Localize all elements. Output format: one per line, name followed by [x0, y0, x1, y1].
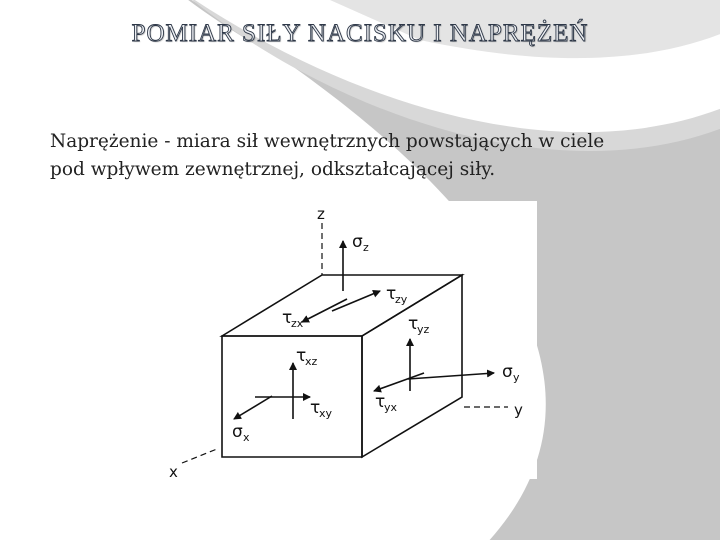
tau-xz-subscript: xz — [305, 355, 318, 368]
sigma-symbol: σ — [352, 232, 363, 252]
tau-symbol: τ — [310, 398, 321, 418]
sigma-y-subscript: y — [513, 371, 520, 384]
slide-title: POMIAR SIŁY NACISKU I NAPRĘŻEŃ — [131, 20, 589, 47]
sigma-x-arrow — [234, 396, 272, 419]
label-tau-yx — [375, 392, 398, 414]
label-tau-zy — [386, 284, 408, 306]
tau-symbol: τ — [375, 392, 386, 412]
y-axis-label: y — [514, 401, 523, 419]
tau-zy-subscript: zy — [395, 293, 408, 306]
tau-yz-subscript: yz — [417, 323, 430, 336]
sigma-symbol: σ — [232, 422, 243, 442]
tau-yx-arrow — [374, 373, 424, 391]
z-axis-label: z — [317, 205, 325, 223]
x-axis — [182, 449, 217, 463]
stress-cube-svg — [162, 201, 537, 479]
definition-line-1: Naprężenie - miara sił wewnętrznych powstających w ciele — [50, 131, 605, 152]
label-tau-zx — [282, 308, 304, 330]
tau-symbol: τ — [408, 314, 419, 334]
definition-text — [50, 128, 690, 184]
stress-cube-diagram — [162, 201, 537, 479]
tau-yx-subscript: yx — [384, 401, 398, 414]
label-sigma-y — [502, 362, 520, 384]
tau-xy-subscript: xy — [319, 407, 333, 420]
label-sigma-z — [352, 232, 369, 254]
label-tau-xy — [310, 398, 333, 420]
label-sigma-x — [232, 422, 250, 444]
tau-zy-arrow — [332, 291, 380, 311]
label-tau-xz — [296, 346, 318, 368]
tau-zx-arrow — [302, 299, 347, 322]
label-tau-yz — [408, 314, 430, 336]
tau-zx-subscript: zx — [291, 317, 304, 330]
x-axis-label: x — [169, 463, 178, 479]
tau-symbol: τ — [296, 346, 307, 366]
definition-line-2: pod wpływem zewnętrznej, odkształcającej siły. — [50, 159, 496, 180]
tau-symbol: τ — [386, 284, 397, 304]
sigma-x-subscript: x — [243, 431, 250, 444]
sigma-symbol: σ — [502, 362, 513, 382]
tau-symbol: τ — [282, 308, 293, 328]
sigma-z-subscript: z — [363, 241, 369, 254]
